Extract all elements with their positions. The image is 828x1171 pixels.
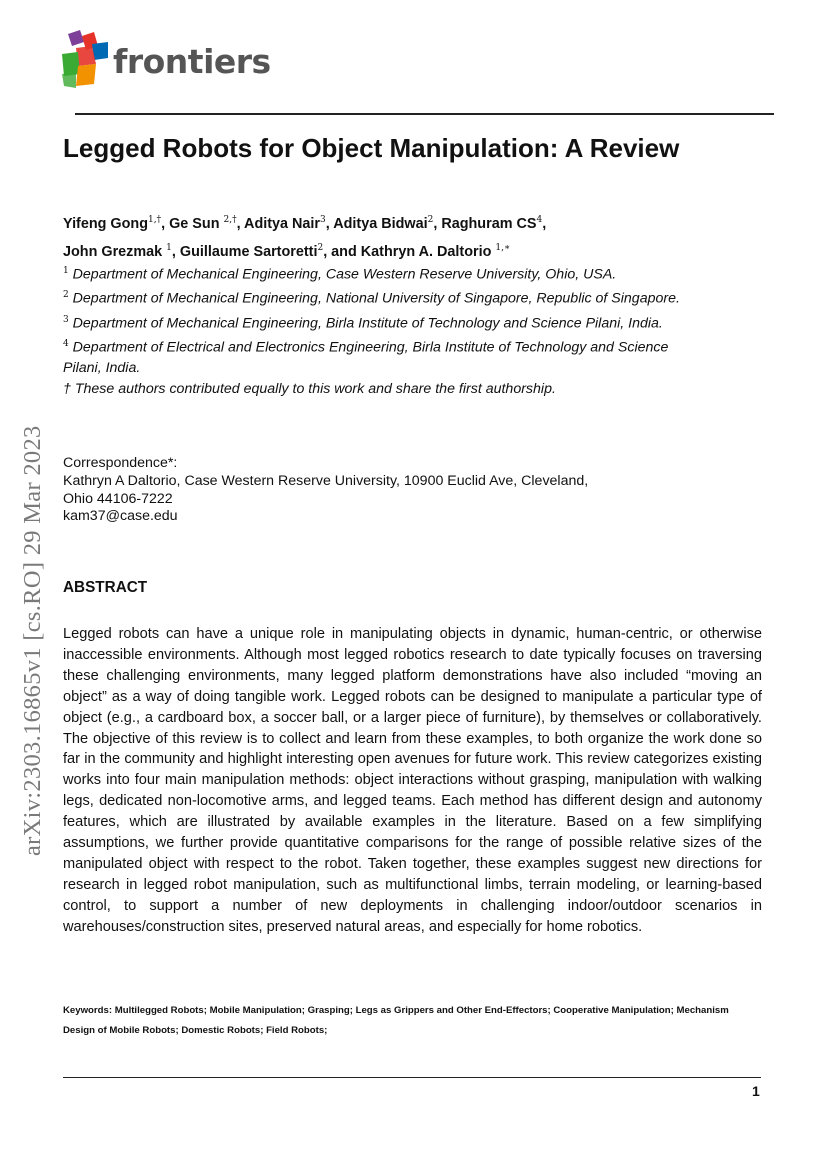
author-affiliation-marker: 1,† — [148, 215, 162, 225]
author-separator: , — [325, 215, 334, 232]
affiliation-text: Department of Mechanical Engineering, Birla Institute of Technology and Science Pilani, India. — [68, 315, 663, 332]
author-affiliation-marker: 2,† — [223, 215, 237, 225]
author-separator: , — [236, 215, 245, 232]
author-affiliation-marker: 2 — [427, 215, 434, 225]
affiliation-marker: 1 — [63, 266, 69, 276]
author-separator: , and — [323, 243, 361, 260]
author-affiliation-marker: 3 — [320, 215, 326, 225]
abstract-heading: ABSTRACT — [63, 579, 148, 596]
page-number: 1 — [752, 1083, 760, 1099]
arxiv-sidebar-id: arXiv:2303.16865v1 [cs.RO] 29 Mar 2023 — [19, 425, 46, 856]
affiliation-item — [63, 285, 693, 309]
author-affiliation-marker: 1 — [166, 242, 172, 253]
paper-title: Legged Robots for Object Manipulation: A Review — [63, 133, 680, 163]
keywords-label: Keywords: — [63, 1005, 113, 1016]
affiliation-marker: 3 — [63, 314, 69, 325]
author-separator: , — [542, 215, 547, 232]
correspondence-label: Correspondence*: — [63, 455, 178, 471]
correspondence-line: Ohio 44106-7222 — [63, 490, 173, 507]
affiliation-item — [63, 334, 693, 379]
author-name: Raghuram CS — [441, 215, 537, 232]
affiliation-text: Department of Mechanical Engineering, National University of Singapore, Republic of Singapore. — [68, 291, 680, 308]
author-separator: , — [161, 215, 170, 232]
affiliation-marker: 4 — [63, 338, 69, 349]
footer-rule — [63, 1077, 761, 1078]
author-name: Aditya Nair — [244, 215, 321, 232]
author-name: John Grezmak — [63, 243, 167, 260]
affiliation-marker: 2 — [63, 290, 69, 301]
affiliation-text: Department of Mechanical Engineering, Case Western Reserve University, Ohio, USA. — [68, 266, 617, 283]
frontiers-logo-text: frontiers — [113, 42, 271, 81]
affiliation-text: Department of Electrical and Electronics Engineering, Birla Institute of Technology and Science Pilani, India. — [63, 339, 669, 377]
correspondence — [63, 455, 703, 526]
keywords-list: Multilegged Robots; Mobile Manipulation; Grasping; Legs as Grippers and Other End-Effectors; Cooperative Manipulation; Mechanism Design of Mobile Robots; Domestic Robots; Field Robots; — [63, 1005, 729, 1036]
keywords — [63, 1001, 762, 1041]
author-name: Guillaume Sartoretti — [179, 243, 318, 260]
frontiers-logo-icon — [62, 30, 110, 90]
affiliation-item — [63, 261, 693, 285]
author-name: Aditya Bidwai — [333, 215, 428, 232]
abstract-body: Legged robots can have a unique role in manipulating objects in dynamic, human-centric, or otherwise inaccessible environments. Although most legged robotics research to date typically focuses on traversing these challenging environments, many legged platform demonstrations have also included “moving an object” as a way of doing tangible work. Legged robots can be designed to manipulate a particular type of object (e.g., a cardboard box, a soccer ball, or a larger piece of furniture), by themselves or collaboratively. The objective of this review is to collect and learn from these examples, to both organize the work done so far in the community and highlight interesting open avenues for future work. This review categorizes existing works into four main manipulation methods: object interactions without grasping, manipulation with walking legs, dedicated non-locomotive arms, and legged teams. Each method has different design and autonomy features, which are illustrated by available examples in the literature. Based on a few simplifying assumptions, we further provide quantitative comparisons for the range of possible relative sizes of the manipulated object with respect to the robot. Taken together, these examples suggest new directions for research in legged robot manipulation, such as multifunctional limbs, terrain modeling, or learning-based control, to support a number of new deployments in challenging indoor/outdoor scenarios in warehouses/construction sites, preserved natural areas, and especially for home robotics. — [63, 626, 762, 935]
author-affiliation-marker: 4 — [536, 215, 543, 225]
author-list — [63, 208, 763, 264]
author-affiliation-marker: 2 — [317, 242, 324, 253]
header-rule — [75, 113, 774, 115]
affiliations — [63, 261, 693, 400]
author-affiliation-marker: 1,∗ — [495, 242, 511, 253]
author-name: Kathryn A. Daltorio — [360, 243, 496, 260]
affiliation-item — [63, 310, 693, 334]
correspondence-line: Kathryn A Daltorio, Case Western Reserve University, 10900 Euclid Ave, Cleveland, — [63, 472, 589, 489]
affiliation-item — [63, 379, 693, 400]
affiliation-text: † These authors contributed equally to this work and share the first authorship. — [63, 380, 556, 397]
author-separator: , — [171, 243, 180, 260]
author-separator: , — [433, 215, 442, 232]
correspondence-email[interactable]: kam37@case.edu — [63, 508, 178, 525]
author-name: Yifeng Gong — [63, 215, 149, 232]
author-name: Ge Sun — [169, 215, 224, 232]
